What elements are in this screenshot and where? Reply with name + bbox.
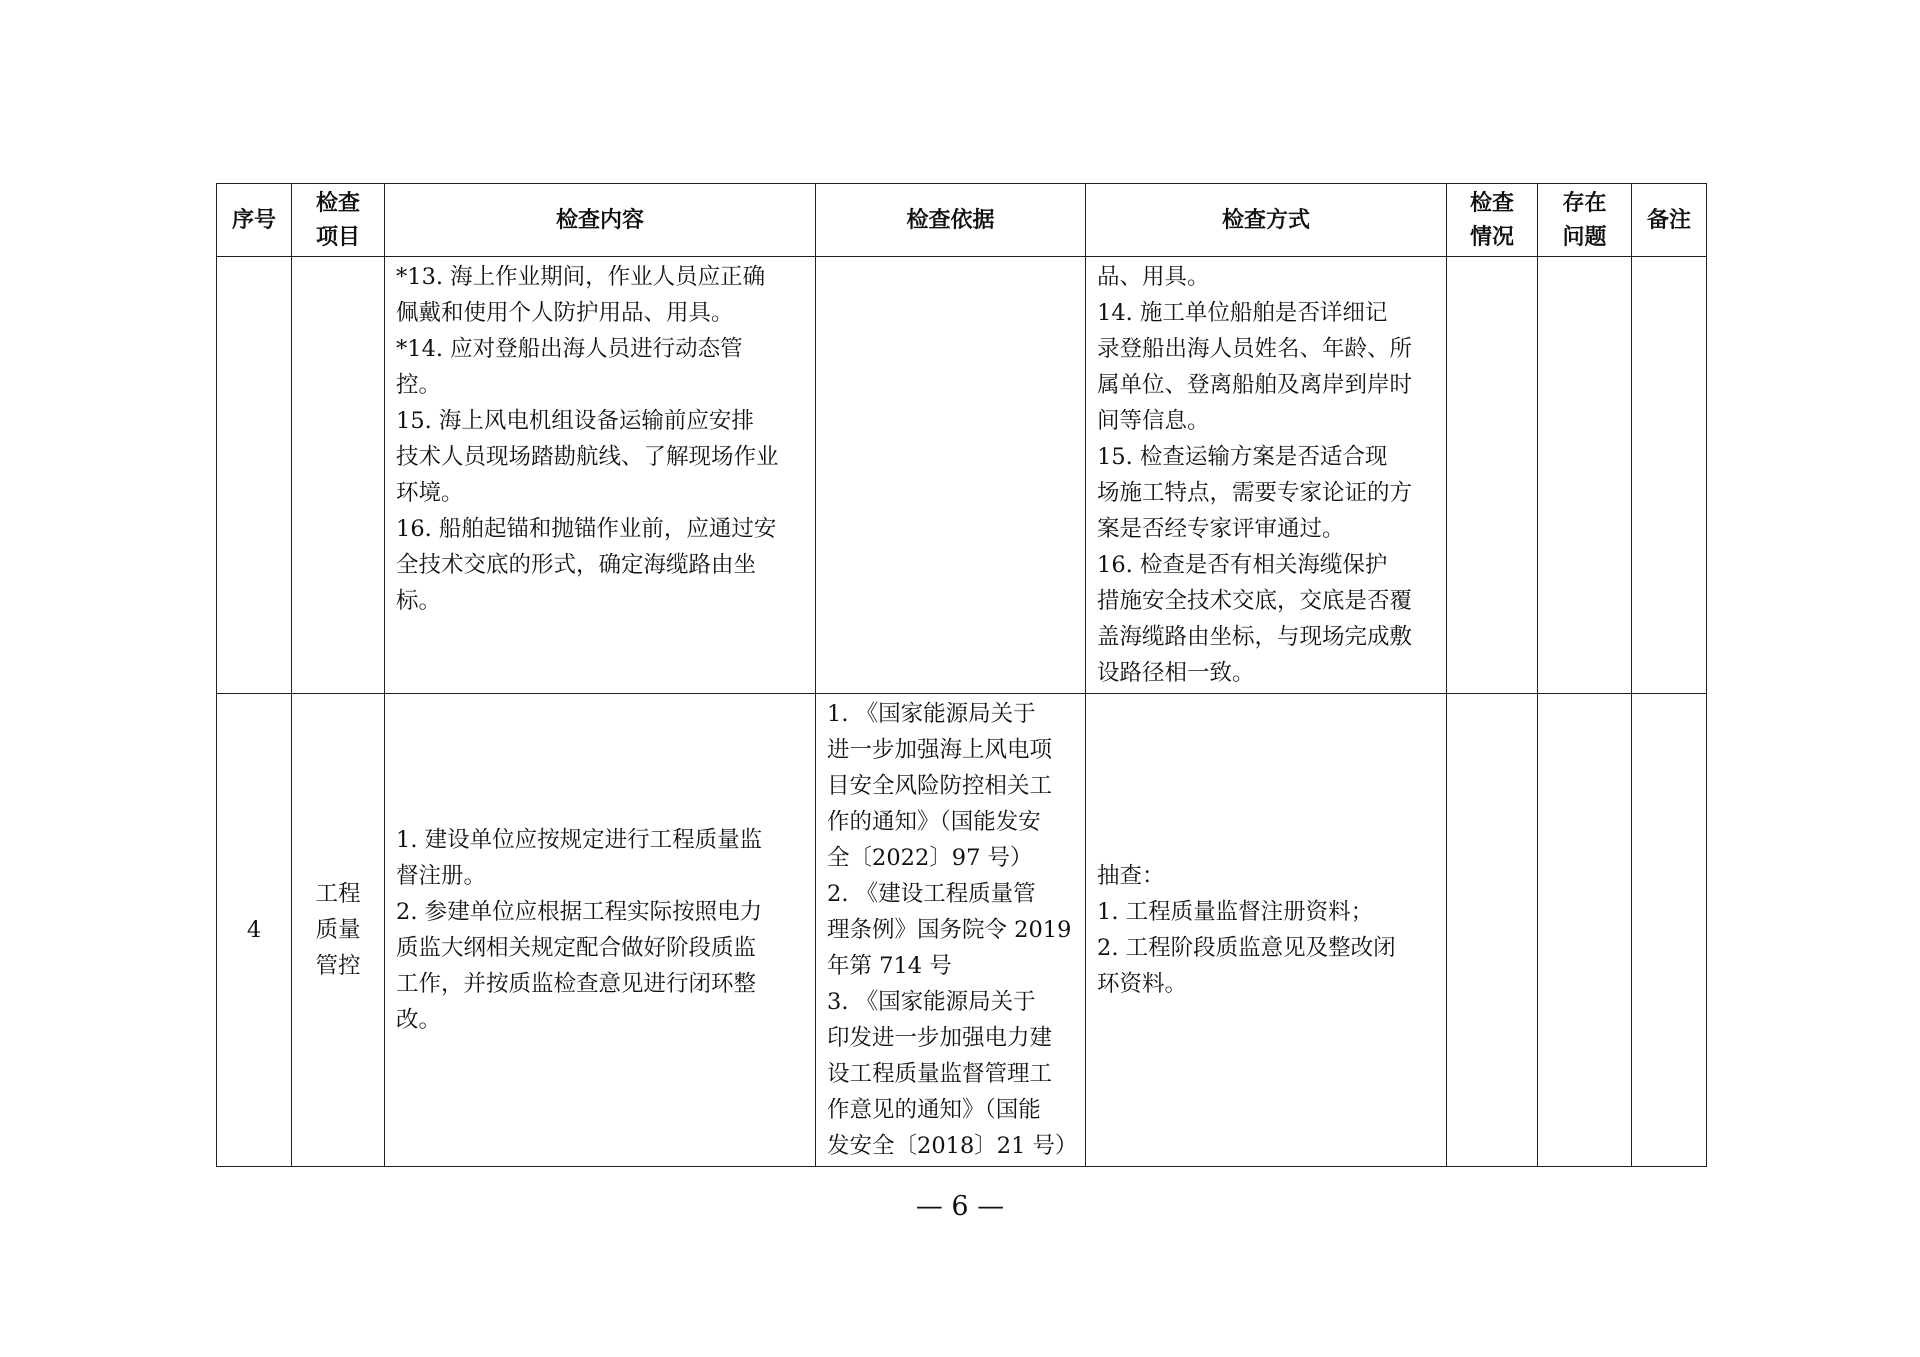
row-1-method-line: 录登船出海人员姓名、年龄、所 bbox=[1097, 336, 1413, 362]
row-2-basis-line: 印发进一步加强电力建 bbox=[827, 1025, 1053, 1051]
row-2-item-line: 工程 bbox=[315, 881, 361, 907]
row-2-content-line: 改。 bbox=[396, 1007, 442, 1033]
header-situation-label-2: 情况 bbox=[1469, 224, 1514, 250]
header-item-label-1: 检查 bbox=[315, 190, 360, 216]
row-2-content-line: 督注册。 bbox=[396, 863, 487, 889]
page-number: — 6 — bbox=[915, 1191, 1005, 1222]
row-2-basis-line: 发安全〔2018〕21 号） bbox=[827, 1133, 1078, 1159]
row-1-method bbox=[1086, 257, 1447, 694]
row-2-basis-line: 理条例》国务院令 2019 bbox=[827, 917, 1072, 943]
row-1-method-line: 间等信息。 bbox=[1097, 408, 1210, 434]
header-content bbox=[385, 184, 816, 257]
header-num bbox=[217, 184, 292, 257]
row-1-method-line: 15. 检查运输方案是否适合现 bbox=[1097, 444, 1388, 470]
row-2-basis-line: 3. 《国家能源局关于 bbox=[827, 989, 1036, 1015]
row-2-content bbox=[385, 694, 816, 1167]
row-2-basis-line: 1. 《国家能源局关于 bbox=[827, 701, 1036, 727]
row-2-basis-line: 作的通知》（国能发安 bbox=[827, 809, 1041, 835]
header-method bbox=[1086, 184, 1447, 257]
header-situation bbox=[1447, 184, 1538, 257]
row-1-basis bbox=[816, 257, 1086, 694]
row-2-content-line: 工作，并按质监检查意见进行闭环整 bbox=[396, 971, 757, 997]
header-problem-label-2: 问题 bbox=[1562, 224, 1607, 250]
header-problem bbox=[1538, 184, 1632, 257]
header-problem-label-1: 存在 bbox=[1562, 190, 1607, 216]
header-content-label: 检查内容 bbox=[555, 207, 644, 233]
header-item bbox=[292, 184, 385, 257]
row-1-content-line: 标。 bbox=[396, 588, 442, 614]
row-2-remark bbox=[1632, 694, 1707, 1167]
header-row bbox=[217, 184, 1707, 257]
row-2-basis-line: 设工程质量监督管理工 bbox=[827, 1061, 1053, 1087]
header-situation-label-1: 检查 bbox=[1469, 190, 1514, 216]
header-num-label: 序号 bbox=[231, 207, 276, 233]
row-2-basis-line: 目安全风险防控相关工 bbox=[827, 773, 1053, 799]
row-1-content-line: 控。 bbox=[396, 372, 442, 398]
row-1-method-line: 场施工特点，需要专家论证的方 bbox=[1097, 480, 1413, 506]
table-row bbox=[217, 257, 1707, 694]
row-1-content-line: *13. 海上作业期间，作业人员应正确 bbox=[396, 264, 766, 290]
row-1-content-line: 环境。 bbox=[396, 480, 464, 506]
row-2-method-line: 1. 工程质量监督注册资料； bbox=[1097, 899, 1374, 925]
header-basis-label: 检查依据 bbox=[906, 207, 995, 233]
row-1-method-line: 措施安全技术交底，交底是否覆 bbox=[1097, 588, 1413, 614]
row-2-item bbox=[292, 694, 385, 1167]
row-2-basis-line: 2. 《建设工程质量管 bbox=[827, 881, 1036, 907]
row-2-problem bbox=[1538, 694, 1632, 1167]
row-1-num bbox=[217, 257, 292, 694]
header-item-label-2: 项目 bbox=[315, 224, 360, 250]
row-2-method-line: 抽查： bbox=[1097, 863, 1165, 889]
header-remark-label: 备注 bbox=[1646, 207, 1691, 233]
row-2-content-line: 质监大纲相关规定配合做好阶段质监 bbox=[396, 935, 757, 961]
row-2-basis bbox=[816, 694, 1086, 1167]
row-2-num: 4 bbox=[217, 694, 292, 1167]
inspection-table bbox=[216, 183, 1707, 1167]
row-2-content-line: 2. 参建单位应根据工程实际按照电力 bbox=[396, 899, 763, 925]
row-1-item bbox=[292, 257, 385, 694]
row-2-item-line: 管控 bbox=[315, 953, 361, 979]
row-2-basis-line: 全〔2022〕97 号） bbox=[827, 845, 1033, 871]
row-2-situation bbox=[1447, 694, 1538, 1167]
row-2-method-line: 环资料。 bbox=[1097, 971, 1188, 997]
row-1-method-line: 设路径相一致。 bbox=[1097, 660, 1255, 686]
row-1-method-line: 品、用具。 bbox=[1097, 264, 1210, 290]
header-remark bbox=[1632, 184, 1707, 257]
row-2-basis-line: 年第 714 号 bbox=[827, 953, 952, 979]
row-1-content-line: 佩戴和使用个人防护用品、用具。 bbox=[396, 300, 734, 326]
row-2-basis-line: 进一步加强海上风电项 bbox=[827, 737, 1053, 763]
row-1-content bbox=[385, 257, 816, 694]
row-1-content-line: *14. 应对登船出海人员进行动态管 bbox=[396, 336, 743, 362]
row-1-method-line: 案是否经专家评审通过。 bbox=[1097, 516, 1345, 542]
row-1-content-line: 全技术交底的形式，确定海缆路由坐 bbox=[396, 552, 757, 578]
row-1-problem bbox=[1538, 257, 1632, 694]
row-2-item-line: 质量 bbox=[315, 917, 361, 943]
header-method-label: 检查方式 bbox=[1221, 207, 1310, 233]
row-1-situation bbox=[1447, 257, 1538, 694]
row-1-content-line: 技术人员现场踏勘航线、了解现场作业 bbox=[396, 444, 779, 470]
table-row bbox=[217, 694, 1707, 1167]
row-1-method-line: 14. 施工单位船舶是否详细记 bbox=[1097, 300, 1388, 326]
row-2-content-line: 1. 建设单位应按规定进行工程质量监 bbox=[396, 827, 763, 853]
row-1-content-line: 16. 船舶起锚和抛锚作业前，应通过安 bbox=[396, 516, 777, 542]
row-2-basis-line: 作意见的通知》（国能 bbox=[827, 1097, 1041, 1123]
row-2-method bbox=[1086, 694, 1447, 1167]
header-basis bbox=[816, 184, 1086, 257]
row-1-content-line: 15. 海上风电机组设备运输前应安排 bbox=[396, 408, 754, 434]
row-2-method-line: 2. 工程阶段质监意见及整改闭 bbox=[1097, 935, 1396, 961]
row-1-remark bbox=[1632, 257, 1707, 694]
row-1-method-line: 属单位、登离船舶及离岸到岸时 bbox=[1097, 372, 1413, 398]
row-1-method-line: 盖海缆路由坐标，与现场完成敷 bbox=[1097, 624, 1413, 650]
row-1-method-line: 16. 检查是否有相关海缆保护 bbox=[1097, 552, 1388, 578]
